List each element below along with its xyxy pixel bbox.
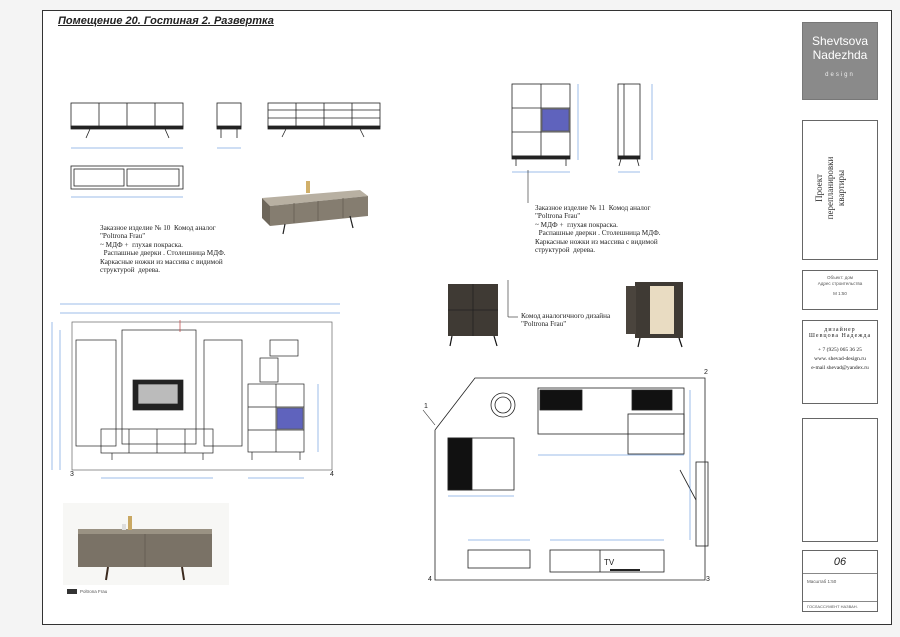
logo-line-1: Shevtsova (811, 34, 869, 48)
blank-block (802, 418, 878, 542)
item11-render-closed (448, 284, 498, 346)
designer-web[interactable]: www. shevad-design.ru (814, 356, 866, 362)
item11-side-elevation (618, 84, 640, 166)
sheet-number: 06 (833, 556, 847, 568)
item10-side-elevation (217, 103, 241, 148)
logo-line-2: Nadezhda (812, 48, 868, 62)
plan-mark-4: 4 (428, 576, 432, 583)
item10-open-elevation (268, 103, 380, 137)
address-line-1: Объект: дом (826, 275, 854, 280)
sheet-title: Помещение 20. Гостиная 2. Развертка (58, 15, 274, 27)
project-line-1: Проект (814, 174, 824, 202)
item10-note: Заказное изделие № 10 Комод аналог "Poltrona Frau" ~ МДФ + глухая покраска. Распашные дверки . Столешница МДФ. Каркасные ножки из массива с видимой структурой дерева. (100, 224, 226, 275)
project-line-3: квартиры (836, 169, 846, 207)
designer-phone: + 7 (925) 065 36 25 (818, 347, 862, 353)
plan-mark-3: 3 (706, 576, 710, 583)
item10-front-elevation (71, 103, 183, 148)
address-block (802, 270, 878, 310)
designer-block (802, 320, 878, 404)
address-line-2: Адрес строительства (817, 281, 863, 286)
plan-mark-1: 1 (424, 403, 428, 410)
designer-line-1: дизайнер (824, 327, 856, 333)
analog-note: Комод аналогичного дизайна "Poltrona Frau" (521, 312, 611, 329)
item10-plan-view (71, 166, 183, 197)
scale-label: Масштаб 1:50 (807, 579, 837, 584)
photo-caption: Poltrona Frau (80, 589, 108, 594)
item10-photo (63, 503, 229, 594)
item11-note: Заказное изделие № 11 Комод аналог "Poltrona Frau" ~ МДФ + глухая покраска. Распашные дверки . Столешница МДФ. Каркасные ножки из массива с видимой структурой дерева. (535, 204, 661, 255)
elev-mark-3: 3 (70, 471, 74, 478)
logo-block (802, 22, 878, 100)
wall-elevation (72, 320, 332, 470)
designer-email[interactable]: e-mail shevad@yandex.ru (811, 365, 869, 371)
item10-render (262, 181, 368, 234)
item11-front-elevation (512, 84, 570, 166)
item11-render-open (626, 282, 683, 347)
project-block (802, 120, 878, 260)
sheet-number-block (802, 550, 878, 612)
designer-line-2: Шевцова Надежда (808, 333, 872, 339)
footer-label: ГОСЛАССУМЕНТ НАЗВАН. (807, 604, 858, 609)
project-line-2: перепланировки (825, 156, 835, 220)
address-line-3: М 1:50 (833, 291, 847, 296)
plan-mark-2: 2 (704, 369, 708, 376)
tv-label: TV (604, 558, 615, 567)
elev-mark-4: 4 (330, 471, 334, 478)
logo-line-3: design (825, 72, 855, 78)
floor-plan (435, 378, 708, 580)
